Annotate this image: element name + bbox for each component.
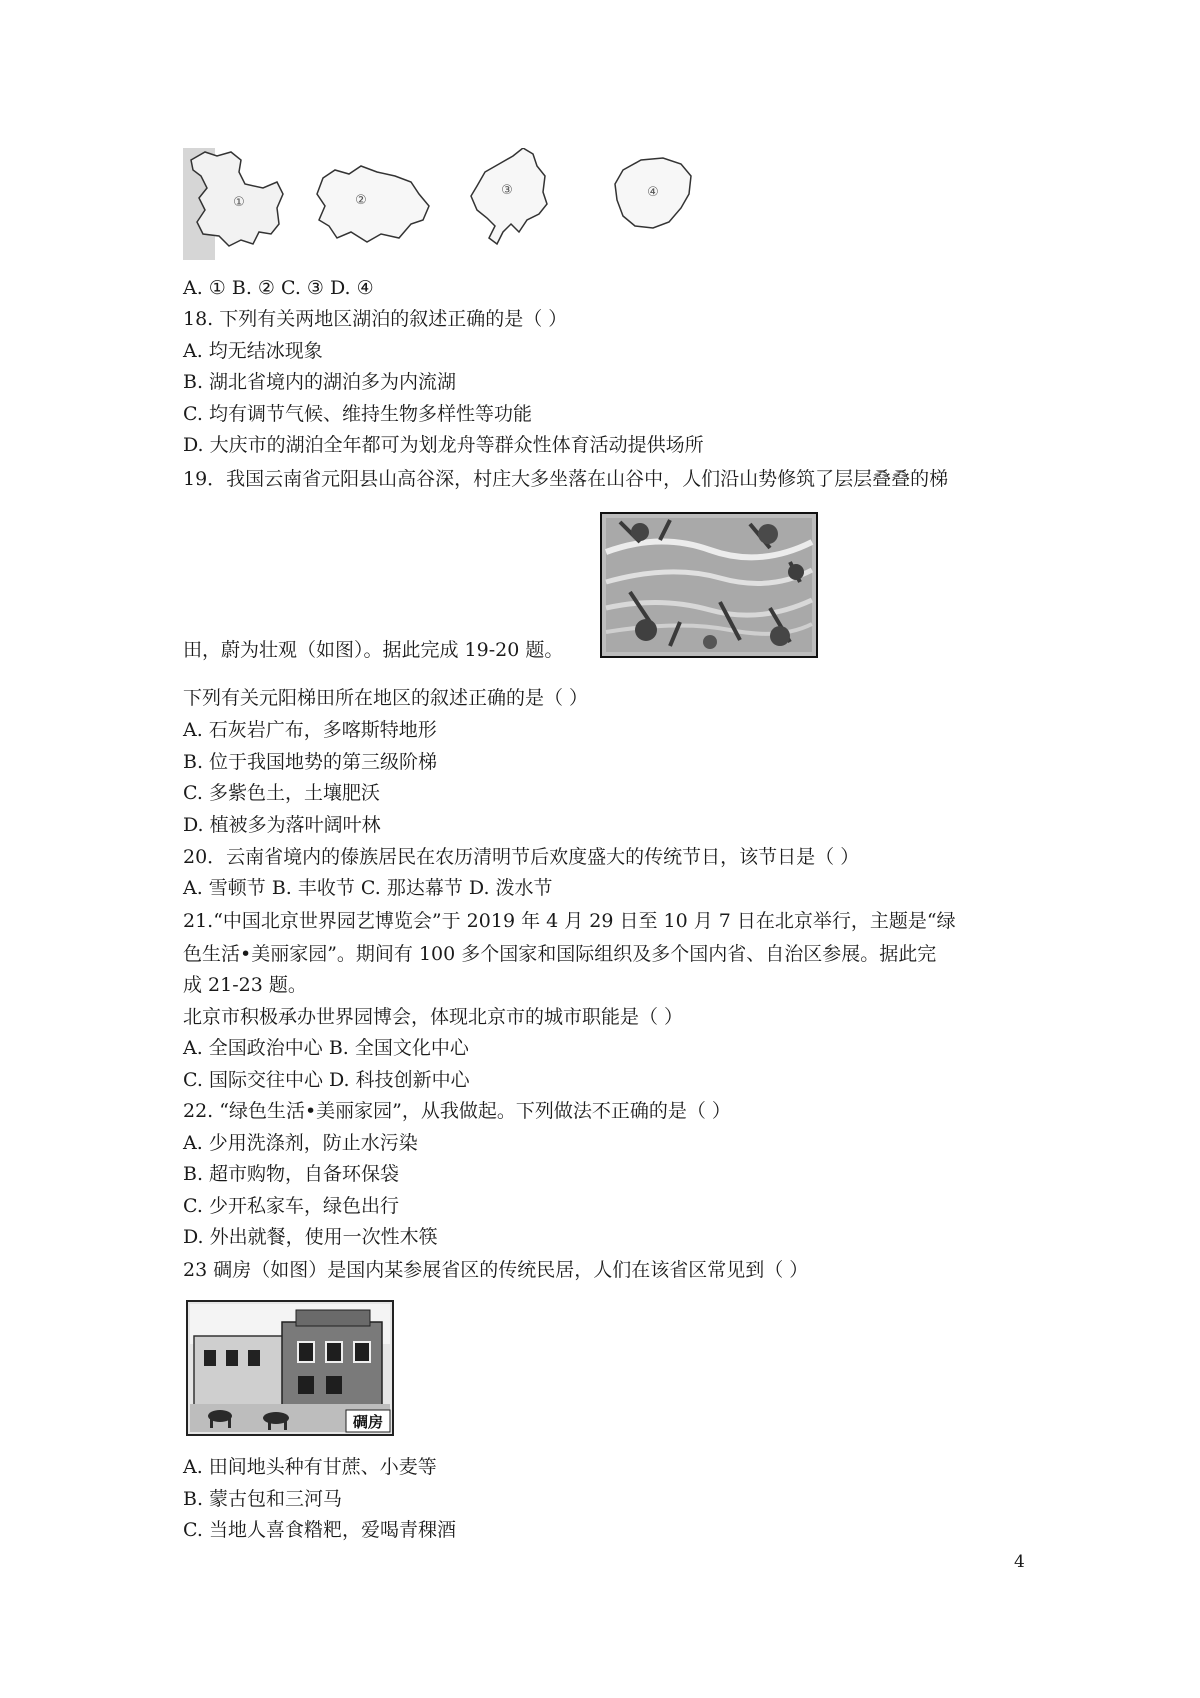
q19-option-d: D. 植被多为落叶阔叶林 [183, 814, 381, 836]
q22-option-d: D. 外出就餐，使用一次性木筷 [183, 1226, 438, 1248]
q19-intro-line1: 19．我国云南省元阳县山高谷深，村庄大多坐落在山谷中，人们沿山势修筑了层层叠叠的梯 [183, 468, 949, 490]
q18-option-a: A. 均无结冰现象 [183, 340, 323, 362]
q21-stem: 北京市积极承办世界园博会，体现北京市的城市职能是（ ） [183, 1006, 684, 1028]
q20-options: A. 雪顿节 B. 丰收节 C. 那达幕节 D. 泼水节 [183, 877, 553, 899]
map-label-3: ③ [501, 183, 513, 198]
map-label-2: ② [355, 193, 367, 208]
q21-intro-line2: 色生活•美丽家园”。期间有 100 多个国家和国际组织及多个国内省、自治区参展。据此完 [183, 943, 937, 965]
q22-option-b: B. 超市购物，自备环保袋 [183, 1163, 400, 1185]
q23-option-c: C. 当地人喜食糌粑，爱喝青稞酒 [183, 1519, 456, 1541]
province-outline-2 [317, 166, 429, 242]
q18-option-d: D. 大庆市的湖泊全年都可为划龙舟等群众性体育活动提供场所 [183, 434, 704, 456]
q21-intro-line3: 成 21-23 题。 [183, 974, 307, 996]
q22-option-c: C. 少开私家车，绿色出行 [183, 1195, 399, 1217]
diaofang-photo [186, 1300, 394, 1436]
q21-options-cd: C. 国际交往中心 D. 科技创新中心 [183, 1069, 470, 1091]
q19-stem: 下列有关元阳梯田所在地区的叙述正确的是（ ） [183, 687, 589, 709]
q19-option-c: C. 多紫色土，土壤肥沃 [183, 782, 380, 804]
diaofang-photo-label: 碉房 [352, 1413, 384, 1431]
q23-option-b: B. 蒙古包和三河马 [183, 1488, 343, 1510]
province-maps-figure [183, 148, 723, 260]
map-label-1: ① [233, 195, 245, 210]
map-label-4: ④ [647, 185, 659, 200]
terrace-photo [600, 512, 818, 658]
q23-stem: 23 碉房（如图）是国内某参展省区的传统民居，人们在该省区常见到（ ） [183, 1259, 809, 1281]
q21-intro-line1: 21.“中国北京世界园艺博览会”于 2019 年 4 月 29 日至 10 月 7 日在北京举行，主题是“绿 [183, 910, 956, 932]
q20-stem: 20．云南省境内的傣族居民在农历清明节后欢度盛大的传统节日，该节日是（ ） [183, 846, 860, 868]
q22-stem: 22. “绿色生活•美丽家园”，从我做起。下列做法不正确的是（ ） [183, 1100, 731, 1122]
q18-option-b: B. 湖北省境内的湖泊多为内流湖 [183, 371, 457, 393]
q22-option-a: A. 少用洗涤剂，防止水污染 [183, 1132, 418, 1154]
q23-option-a: A. 田间地头种有甘蔗、小麦等 [183, 1456, 437, 1478]
q19-intro-line2: 田，蔚为壮观（如图）。据此完成 19-20 题。 [183, 639, 564, 661]
map-question-options: A. ① B. ② C. ③ D. ④ [183, 277, 374, 299]
q19-option-b: B. 位于我国地势的第三级阶梯 [183, 751, 438, 773]
page-number: 4 [1014, 1552, 1025, 1572]
q19-option-a: A. 石灰岩广布，多喀斯特地形 [183, 719, 437, 741]
q21-options-ab: A. 全国政治中心 B. 全国文化中心 [183, 1037, 469, 1059]
q18-option-c: C. 均有调节气候、维持生物多样性等功能 [183, 403, 532, 425]
q18-stem: 18. 下列有关两地区湖泊的叙述正确的是（ ） [183, 308, 568, 330]
